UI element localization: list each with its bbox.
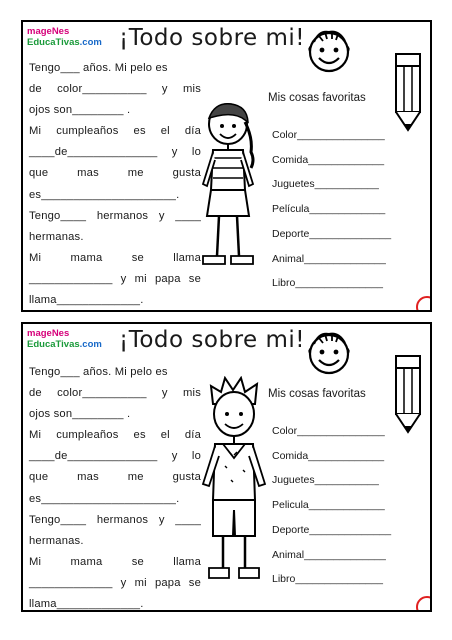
text-line: Mi mama se llama: [29, 251, 201, 264]
worksheet-card-1: [21, 20, 432, 312]
text-line: Mi mama se llama: [29, 555, 201, 568]
favorite-toys: Juguetes___________: [272, 474, 379, 487]
corner-mark: [416, 296, 432, 312]
brand-logo: [27, 328, 102, 350]
favorite-sport: Deporte______________: [272, 227, 392, 240]
brand-word: EducaTivas: [27, 37, 80, 48]
brand-line-2: [27, 37, 102, 48]
boy-illustration: [199, 376, 275, 586]
text-line: Tengo___ años. Mi pelo es: [29, 366, 168, 378]
text-line: de color__________ y mis: [29, 387, 201, 400]
text-line: _____________ y mi papa se: [29, 576, 201, 589]
favorite-sport: Deporte______________: [272, 523, 392, 536]
text-line: llama_____________.: [29, 294, 144, 307]
about-me-text: [29, 58, 201, 311]
girl-illustration: [195, 98, 265, 268]
favorite-color: Color_______________: [272, 425, 385, 437]
brand-line-1: mageNes: [27, 26, 70, 37]
favorites-list: [272, 419, 402, 592]
favorite-animal: Animal______________: [272, 252, 386, 265]
smiley-face-icon: [305, 328, 353, 376]
favorite-movie: Pelicula_____________: [272, 499, 385, 512]
brand-line-2: [27, 339, 102, 350]
corner-mark: [416, 596, 432, 612]
brand-domain: .com: [79, 37, 102, 48]
text-line: de color__________ y mis: [29, 83, 201, 96]
worksheet-card-2: [21, 322, 432, 612]
pencil-icon: [393, 52, 423, 132]
favorite-color: Color_______________: [272, 129, 385, 141]
brand-domain: .com: [79, 339, 102, 350]
text-line: Tengo____ hermanos y ____: [29, 513, 201, 526]
brand-logo: [27, 26, 102, 48]
favorite-food: Comida_____________: [272, 153, 385, 166]
text-line: llama_____________.: [29, 598, 144, 611]
text-line: ____de______________ y lo: [29, 146, 201, 159]
favorites-title: Mis cosas favoritas: [268, 388, 366, 400]
favorite-movie: Película_____________: [272, 203, 386, 216]
favorites-list: [272, 123, 402, 296]
worksheet-title: ¡Todo sobre mi!: [119, 25, 305, 51]
about-me-text: [29, 362, 201, 612]
text-line: ojos son________ .: [29, 104, 131, 117]
text-line: ____de______________ y lo: [29, 450, 201, 463]
brand-line-1: mageNes: [27, 328, 70, 339]
favorites-title: Mis cosas favoritas: [268, 92, 366, 104]
worksheet-title: ¡Todo sobre mi!: [119, 327, 305, 353]
text-line: que mas me gusta: [29, 471, 201, 484]
favorite-toys: Juguetes___________: [272, 178, 379, 191]
text-line: Mi cumpleaños es el día: [29, 125, 201, 138]
brand-word: EducaTivas: [27, 339, 80, 350]
text-line: es_____________________.: [29, 492, 180, 505]
favorite-animal: Animal______________: [272, 548, 386, 561]
favorite-book: Libro_______________: [272, 573, 383, 586]
text-line: Mi cumpleaños es el día: [29, 429, 201, 442]
favorite-book: Libro_______________: [272, 277, 383, 290]
text-line: Tengo___ años. Mi pelo es: [29, 62, 168, 74]
text-line: es_____________________.: [29, 188, 180, 201]
smiley-face-icon: [305, 26, 353, 74]
text-line: ojos son________ .: [29, 408, 131, 421]
text-line: hermanas.: [29, 230, 84, 243]
text-line: Tengo____ hermanos y ____: [29, 209, 201, 222]
favorite-food: Comida_____________: [272, 449, 385, 462]
text-line: hermanas.: [29, 534, 84, 547]
text-line: _____________ y mi papa se: [29, 272, 201, 285]
text-line: que mas me gusta: [29, 167, 201, 180]
